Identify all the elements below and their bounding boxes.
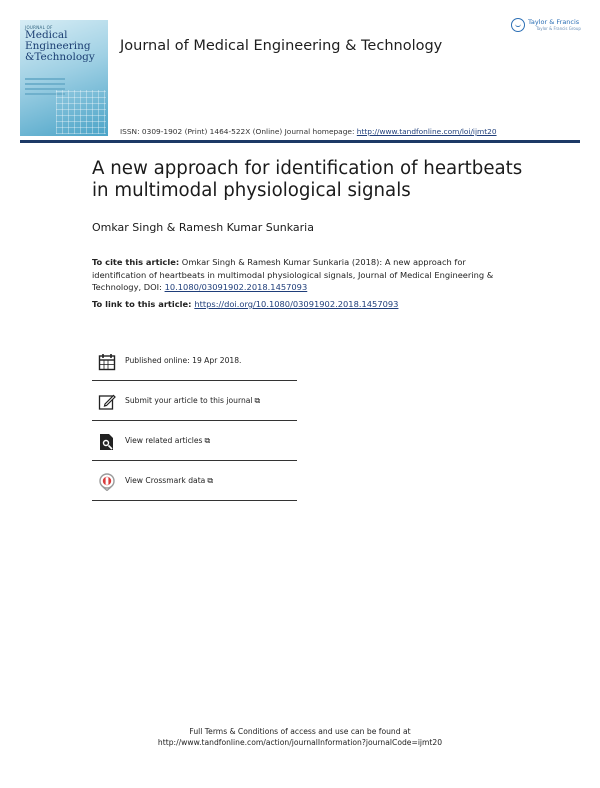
submit-pencil-icon	[98, 393, 116, 411]
cover-title: Medical Engineering &Technology	[25, 29, 95, 63]
header-divider	[20, 140, 580, 143]
article-authors: Omkar Singh & Ramesh Kumar Sunkaria	[92, 221, 314, 234]
external-link-icon: ⧉	[254, 396, 261, 405]
article-title: A new approach for identification of heartbeats in multimodal physiological signals	[92, 158, 523, 201]
row-divider	[92, 500, 297, 501]
crossmark-icon	[98, 473, 116, 491]
footer-terms-line: Full Terms & Conditions of access and use can be found at	[189, 727, 411, 736]
cover-grid-pattern	[56, 90, 106, 134]
submit-article-link[interactable]: Submit your article to this journal ⧉	[125, 396, 261, 405]
issn-line	[120, 127, 497, 136]
publisher-subtitle: Taylor & Francis Group	[536, 26, 581, 31]
related-articles-row[interactable]	[92, 421, 297, 461]
published-online-text: Published online: 19 Apr 2018.	[125, 356, 242, 365]
cover-small-label: JOURNAL OF	[25, 25, 53, 30]
publisher-logo[interactable]	[511, 18, 583, 34]
journal-title: Journal of Medical Engineering & Technology	[120, 38, 443, 54]
citation-label: To cite this article:	[92, 257, 180, 267]
external-link-icon: ⧉	[204, 436, 211, 445]
doi-link[interactable]: 10.1080/03091902.2018.1457093	[164, 282, 308, 292]
publisher-logo-icon	[511, 18, 525, 32]
related-articles-icon	[98, 433, 116, 451]
related-articles-link[interactable]: View related articles ⧉	[125, 436, 211, 445]
issn-text: ISSN: 0309-1902 (Print) 1464-522X (Online) Journal homepage:	[120, 127, 357, 136]
citation-block	[92, 256, 512, 294]
footer-terms-url[interactable]: http://www.tandfonline.com/action/journalInformation?journalCode=ijmt20	[157, 738, 443, 747]
article-doi-url[interactable]: https://doi.org/10.1080/03091902.2018.1457093	[194, 299, 399, 309]
crossmark-link[interactable]: View Crossmark data ⧉	[125, 476, 214, 485]
published-online-row	[92, 341, 297, 381]
crossmark-row[interactable]	[92, 461, 297, 501]
article-link-line	[92, 299, 398, 309]
citation-text: Omkar Singh & Ramesh Kumar Sunkaria (2018): A new approach for identification of heartbeats in multimodal physiological signals, Journal of Medical Engineering & Technology, DOI:	[92, 257, 494, 292]
journal-cover-image	[20, 20, 108, 136]
calendar-icon	[98, 353, 116, 371]
submit-article-row[interactable]	[92, 381, 297, 421]
external-link-icon: ⧉	[207, 476, 214, 485]
link-label: To link to this article:	[92, 299, 195, 309]
publisher-name: Taylor & Francis	[528, 18, 580, 26]
journal-homepage-link[interactable]: http://www.tandfonline.com/loi/ijmt20	[356, 127, 497, 136]
